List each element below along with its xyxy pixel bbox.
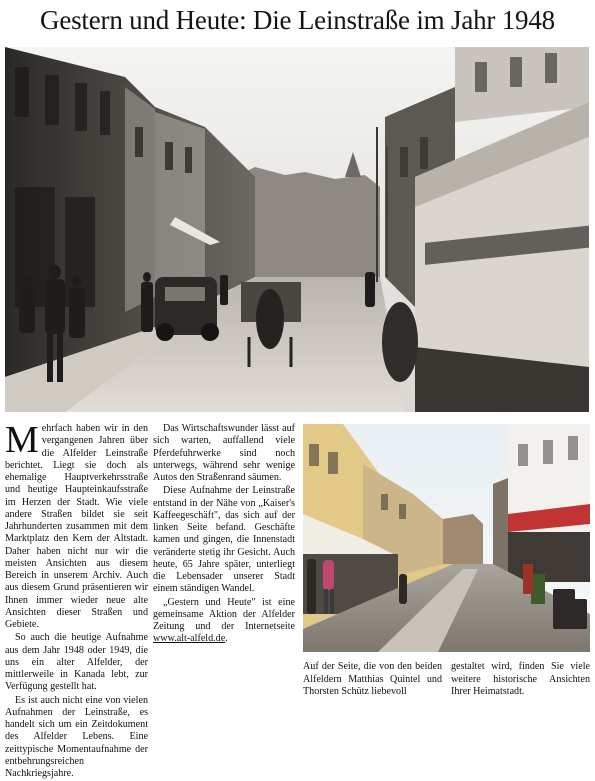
dropcap: M (5, 419, 39, 461)
article-paragraph-6: „Gestern und Heute" ist eine gemeinsame Aktion der Alfelder Zeitung und der Internetseite www.alt-alfeld.de. (153, 596, 295, 645)
article-paragraph-1: Mehrfach haben wir in den vergangenen Jahren über die Alfelder Leinstraße berichtet. Liegt sie doch als ehemalige Hauptverkehrsstraße und heutige Haupteinkaufsstraße im Herzen der Stadt. Wie viele andere Straßen bildet sie seit Jahrhunderten zusammen mit dem Marktplatz den Kern der Altstadt. Daher haben nicht nur wir die meisten Ansichten aus diesem Bereich in unserem Archiv. Auch aus diesem Grund präsentieren wir Ihnen immer wieder neue alte Ansichten dieser Straßen und Gebiete. (5, 419, 148, 630)
article-paragraph-4: Das Wirtschaftswunder lässt auf sich warten, auffallend viele Pferdefuhrwerke sind noch unterwegs, während sehr wenige Autos den Straßenrand säumen. (153, 423, 295, 483)
article-paragraph-5: Diese Aufnahme der Leinstraße entstand in der Nähe von „Kaiser's Kaffeegeschäft", das sich auf der linken Seite befand. Geschäfte kamen und gingen, die Innenstadt veränderte stetig ihr Gesicht. Auch heute, 65 Jahre später, unterliegt die Lebensader unserer Stadt einem ständigen Wandel. (153, 485, 295, 595)
photo-caption-1: Auf der Seite, die von den beiden Alfeldern Matthias Quintel und Thorsten Schütz liebevoll (303, 661, 442, 697)
article-paragraph-3: Es ist auch nicht eine von vielen Aufnahmen der Leinstraße, es handelt sich um ein Zeitdokument des Alfelder Lebens. Eine zeittypische Momentaufnahme der entbehrungsreichen Nachkriegsjahre. (5, 694, 148, 779)
article-column-2 (153, 423, 295, 647)
modern-photo-today (303, 424, 590, 652)
article-paragraph-2: So auch die heutige Aufnahme aus dem Jahr 1948 oder 1949, die uns ein alter Alfelder, der mittlerweile in Kanada lebt, zur Verfügung gestellt hat. (5, 632, 148, 693)
article-column-1 (5, 419, 148, 781)
headline: Gestern und Heute: Die Leinstraße im Jahr 1948 (40, 5, 555, 35)
historic-photo-1948 (5, 47, 589, 412)
website-link[interactable]: www.alt-alfeld.de (153, 633, 226, 645)
photo-caption-2: gestaltet wird, finden Sie viele weitere historische Ansichten Ihrer Heimatstadt. (451, 661, 590, 697)
